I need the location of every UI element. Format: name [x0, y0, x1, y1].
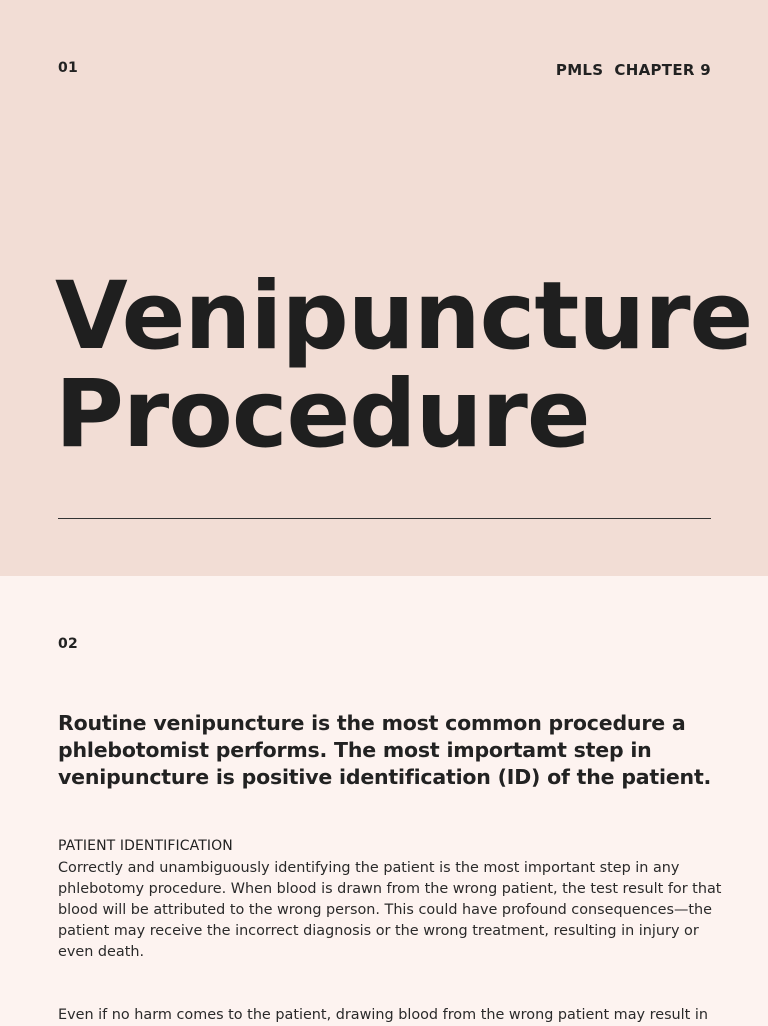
page-number-2: 02: [58, 636, 79, 652]
title-line-2: Procedure: [55, 360, 590, 469]
page-number-1: 01: [58, 60, 79, 76]
page-title: [55, 262, 753, 469]
title-divider: [58, 518, 711, 519]
body-paragraph-2: Even if no harm comes to the patient, drawing blood from the wrong patient may result in: [58, 1007, 709, 1023]
lead-paragraph: Routine venipuncture is the most common procedure a phlebotomist performs. The most importamt step in venipuncture is positive identification (ID) of the patient.: [58, 711, 712, 789]
chapter-label: PMLS CHAPTER 9: [555, 61, 711, 79]
title-line-1: Venipuncture: [55, 262, 753, 371]
body-paragraph-1: Correctly and unambiguously identifying the patient is the most important step in any phlebotomy procedure. When blood is drawn from the wrong patient, the test result for that blood will be attributed to the wrong person. This could have profound consequences—the patient may receive the incorrect diagnosis or the wrong treatment, resulting in injury or even death.: [58, 860, 722, 960]
section-heading: PATIENT IDENTIFICATION: [58, 838, 233, 854]
